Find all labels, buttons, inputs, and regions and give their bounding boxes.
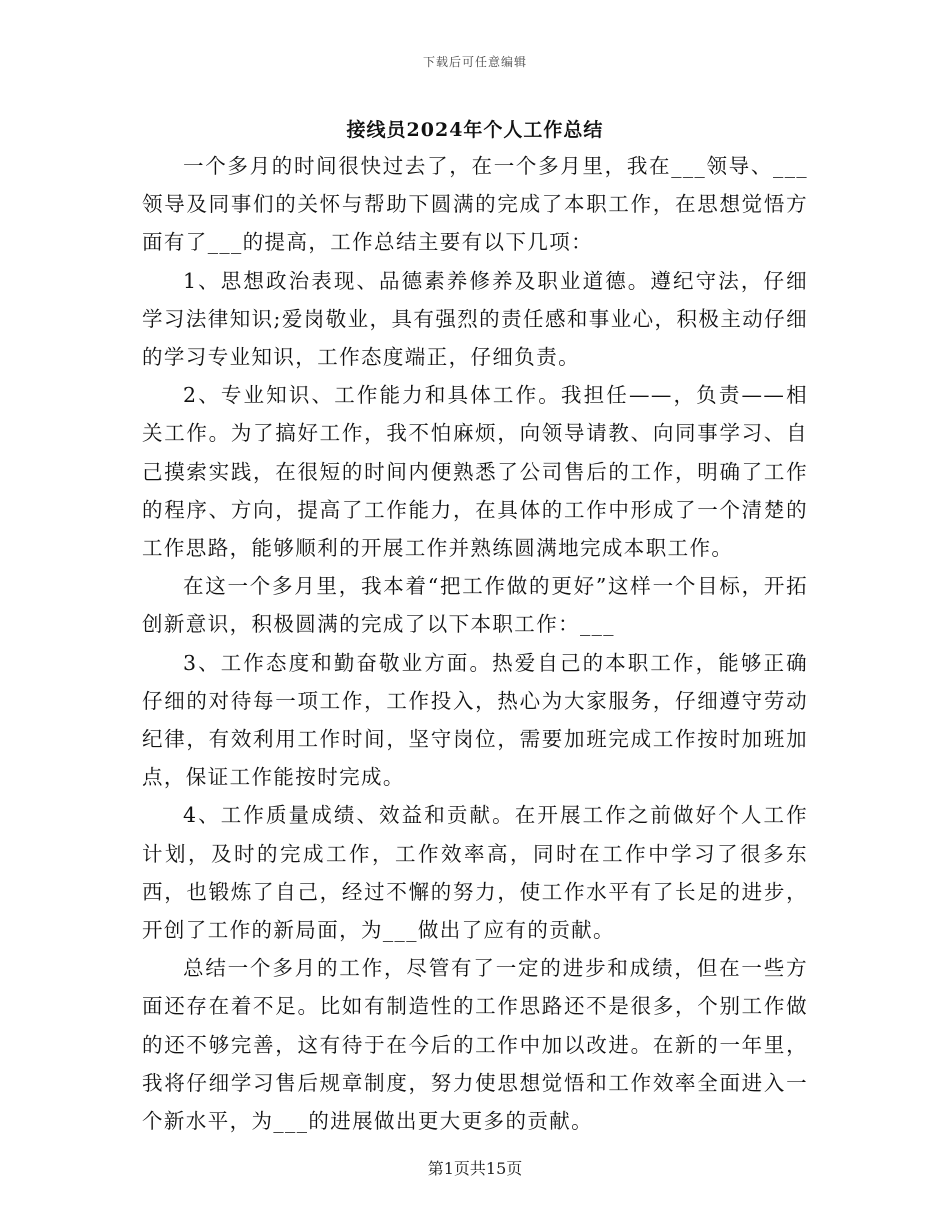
paragraph-item-2: 2、专业知识、工作能力和具体工作。我担任——，负责——相关工作。为了搞好工作，我不怕麻烦，向领导请教、向同事学习、自己摸索实践，在很短的时间内便熟悉了公司售后的工作，明确了工作的程序、方向，提高了工作能力，在具体的工作中形成了一个清楚的工作思路，能够顺利的开展工作并熟练圆满地完成本职工作。	[142, 383, 808, 561]
paragraph-goal: 在这一个多月里，我本着“把工作做的更好”这样一个目标，开拓创新意识，积极圆满的完成了以下本职工作：___	[142, 574, 808, 637]
paragraph-item-1: 1、思想政治表现、品德素养修养及职业道德。遵纪守法，仔细学习法律知识;爱岗敬业，具有强烈的责任感和事业心，积极主动仔细的学习专业知识，工作态度端正，仔细负责。	[142, 268, 808, 370]
document-title: 接线员2024年个人工作总结	[346, 119, 604, 141]
document-body	[142, 147, 808, 1140]
paragraph-summary: 总结一个多月的工作，尽管有了一定的进步和成绩，但在一些方面还存在着不足。比如有制造性的工作思路还不是很多，个别工作做的还不够完善，这有待于在今后的工作中加以改进。在新的一年里，我将仔细学习售后规章制度，努力使思想觉悟和工作效率全面进入一个新水平，为___的进展做出更大更多的贡献。	[142, 956, 808, 1134]
paragraph-item-3: 3、工作态度和勤奋敬业方面。热爱自己的本职工作，能够正确仔细的对待每一项工作，工作投入，热心为大家服务，仔细遵守劳动纪律，有效利用工作时间，坚守岗位，需要加班完成工作按时加班加点，保证工作能按时完成。	[142, 650, 808, 790]
page-number: 第1页共15页	[427, 1159, 523, 1178]
page-header-note: 下载后可任意编辑	[422, 55, 527, 69]
paragraph-intro: 一个多月的时间很快过去了，在一个多月里，我在___领导、___领导及同事们的关怀与帮助下圆满的完成了本职工作，在思想觉悟方面有了___的提高，工作总结主要有以下几项：	[142, 154, 808, 255]
paragraph-item-4: 4、工作质量成绩、效益和贡献。在开展工作之前做好个人工作计划，及时的完成工作，工作效率高，同时在工作中学习了很多东西，也锻炼了自己，经过不懈的努力，使工作水平有了长足的进步，开创了工作的新局面，为___做出了应有的贡献。	[142, 803, 808, 943]
